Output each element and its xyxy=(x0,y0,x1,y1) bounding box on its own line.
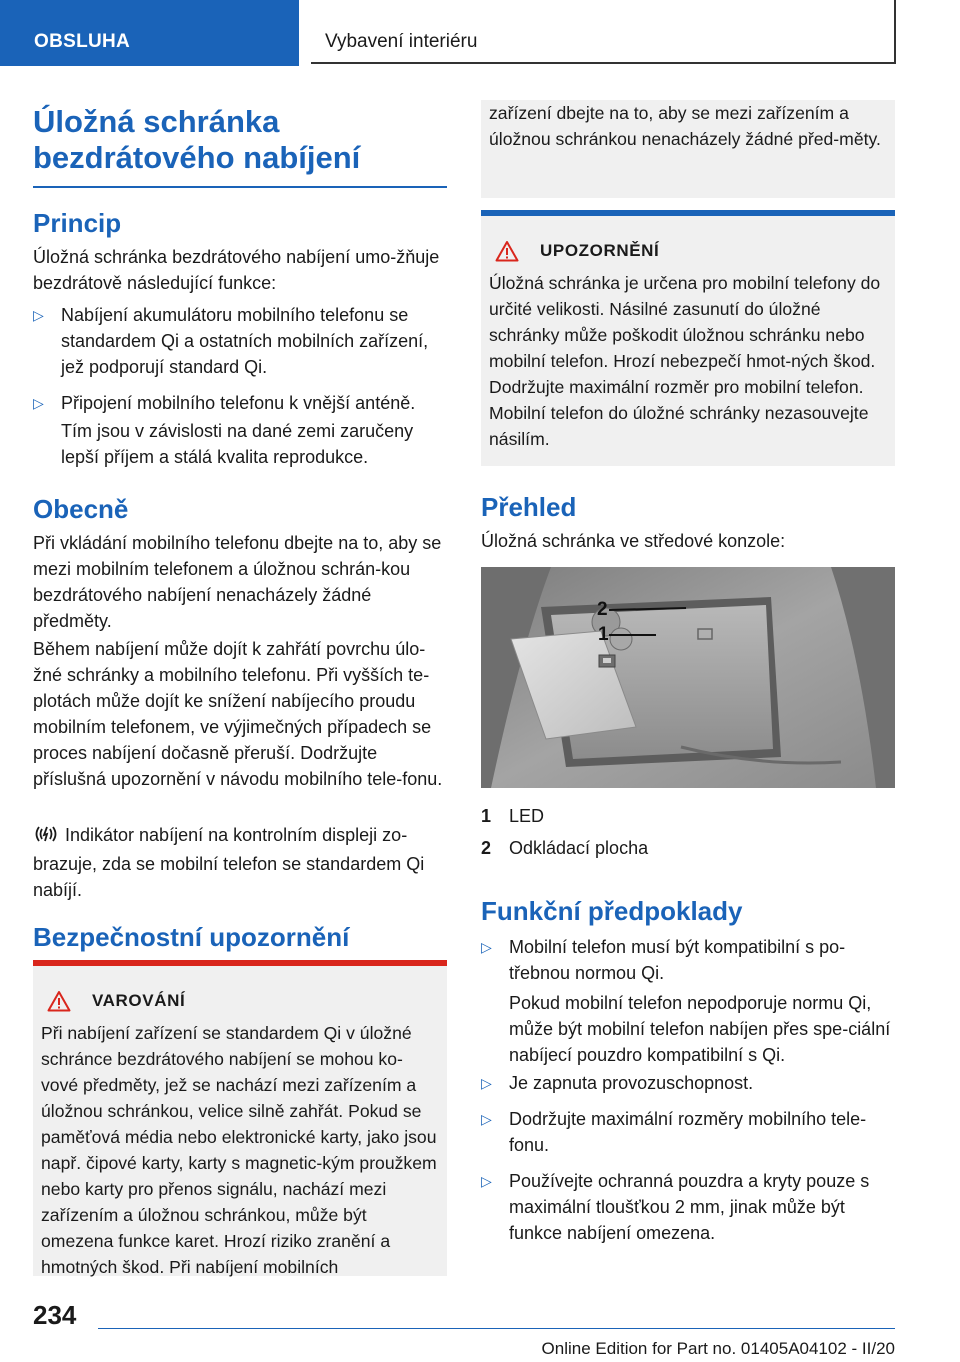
page-header xyxy=(0,0,960,66)
princip-list xyxy=(33,302,447,416)
page-number: 234 xyxy=(33,1300,77,1330)
funkcni-list xyxy=(481,934,895,986)
list-item: ▷ Připojení mobilního telefonu k vnější anténě. xyxy=(33,390,447,416)
footer-rule xyxy=(98,1328,895,1329)
triangle-right-icon: ▷ xyxy=(481,1075,492,1091)
obecne-paragraph-2: Během nabíjení může dojít k zahřátí povrchu úlo-žné schránky a mobilního telefonu. Při vyšších te-plotách může dojít ke snížení nabíjecího proudu mobilním telefonem, ve výjimečných případech se proces nabíjení dočasně přeruší. Dodržujte příslušná upozornění v návodu mobilního tele-fonu. xyxy=(33,639,443,789)
warning-triangle-icon xyxy=(495,240,519,262)
page-footer xyxy=(0,1290,960,1362)
warning-heading: VAROVÁNÍ xyxy=(33,990,447,1012)
list-item: ▷ Používejte ochranná pouzdra a kryty pouze s maximální tloušťkou 2 mm, jinak může být funkce nabíjení omezena. xyxy=(481,1168,895,1246)
princip-sub: Tím jsou v závislosti na dané zemi zaručeny lepší příjem a stálá kvalita reprodukce. xyxy=(61,421,414,467)
legend-item: 2 Odkládací plocha xyxy=(481,838,649,858)
console-tray-photo xyxy=(481,567,895,788)
list-item: ▷ Dodržujte maximální rozměry mobilního tele-fonu. xyxy=(481,1106,895,1158)
heading-funkcni: Funkční předpoklady xyxy=(481,896,743,926)
warning-text-continued: zařízení dbejte na to, aby se mezi zařízením a úložnou schránkou nenacházely žádné před-měty. xyxy=(489,103,881,149)
triangle-right-icon: ▷ xyxy=(481,939,492,955)
triangle-right-icon: ▷ xyxy=(481,1111,492,1127)
notice-bar xyxy=(481,210,895,216)
list-item: ▷ Je zapnuta provozuschopnost. xyxy=(481,1070,895,1096)
triangle-right-icon: ▷ xyxy=(481,1173,492,1189)
callout-2: 2 xyxy=(597,599,608,620)
list-item: ▷ Mobilní telefon musí být kompatibilní s po-třebnou normou Qi. xyxy=(481,934,895,986)
warning-text: Při nabíjení zařízení se standardem Qi v úložné schránce bezdrátového nabíjení se mohou ko-vové předměty, jež se nachází mezi zařízením a úložnou schránkou, velice silně zahřát. Pokud se paměťová média nebo elektronické karty, jako jsou např. čipové karty, karty s magnetic-kým proužkem nebo karty pro přenos signálu, nachází mezi zařízením a úložnou schránkou, může být omezena funkce karet. Hrozí riziko zranění a hmotných škod. Při nabíjení mobilních xyxy=(41,1023,437,1277)
princip-intro: Úložná schránka bezdrátového nabíjení umo-žňuje bezdrátově následující funkce: xyxy=(33,247,440,293)
heading-princip: Princip xyxy=(33,208,122,238)
section-tab: OBSLUHA xyxy=(0,0,299,66)
heading-obecne: Obecně xyxy=(33,494,129,524)
legend-item: 1 LED xyxy=(481,806,545,826)
notice-text: Úložná schránka je určena pro mobilní telefony do určité velikosti. Násilné zasunutí do úložné schránky může poškodit úložnou schránku nebo mobilní telefon. Hrozí nebezpečí hmot-ných škod. Dodržujte maximální rozměr pro mobilní telefon. Mobilní telefon do úložné schránky nezasouvejte násilím. xyxy=(489,273,881,449)
prehled-intro: Úložná schránka ve středové konzole: xyxy=(481,531,786,551)
notice-box xyxy=(481,210,895,466)
warning-bar xyxy=(33,960,447,966)
notice-heading: UPOZORNĚNÍ xyxy=(481,240,895,262)
triangle-right-icon: ▷ xyxy=(33,395,44,411)
title-rule xyxy=(33,186,447,188)
warning-box-continued xyxy=(481,100,895,198)
title-line-2: bezdrátového nabíjení xyxy=(33,140,361,175)
callout-1: 1 xyxy=(598,624,609,645)
heading-bezpecnost: Bezpečnostní upozornění xyxy=(33,922,350,952)
chapter-title: Vybavení interiéru xyxy=(311,0,896,64)
funkcni-list-cont xyxy=(481,1070,895,1246)
obecne-paragraph-1: Při vkládání mobilního telefonu dbejte na to, aby se mezi mobilním telefonem a úložnou schrán-kou bezdrátového nabíjení nenacházely žádné předměty. xyxy=(33,533,442,631)
edition-note: Online Edition for Part no. 01405A04102 - II/20 xyxy=(541,1339,895,1358)
warning-box xyxy=(33,960,447,1276)
warning-triangle-icon xyxy=(47,990,71,1012)
wireless-charging-icon xyxy=(33,824,65,851)
funkcni-sub: Pokud mobilní telefon nepodporuje normu Qi, může být mobilní telefon nabíjen přes spe-ciální nabíjecí pouzdro kompatibilní s Qi. xyxy=(509,993,891,1065)
list-item: ▷ Nabíjení akumulátoru mobilního telefonu se standardem Qi a ostatních mobilních zařízení, jež podporují standard Qi. xyxy=(33,302,447,380)
title-line-1: Úložná schránka xyxy=(33,104,280,139)
photo-legend xyxy=(481,803,895,861)
page-title xyxy=(33,104,447,176)
charging-indicator-note: Indikátor nabíjení na kontrolním displeji zo-brazuje, zda se mobilní telefon se standardem Qi nabíjí. xyxy=(33,825,425,900)
heading-prehled: Přehled xyxy=(481,492,577,522)
triangle-right-icon: ▷ xyxy=(33,307,44,323)
